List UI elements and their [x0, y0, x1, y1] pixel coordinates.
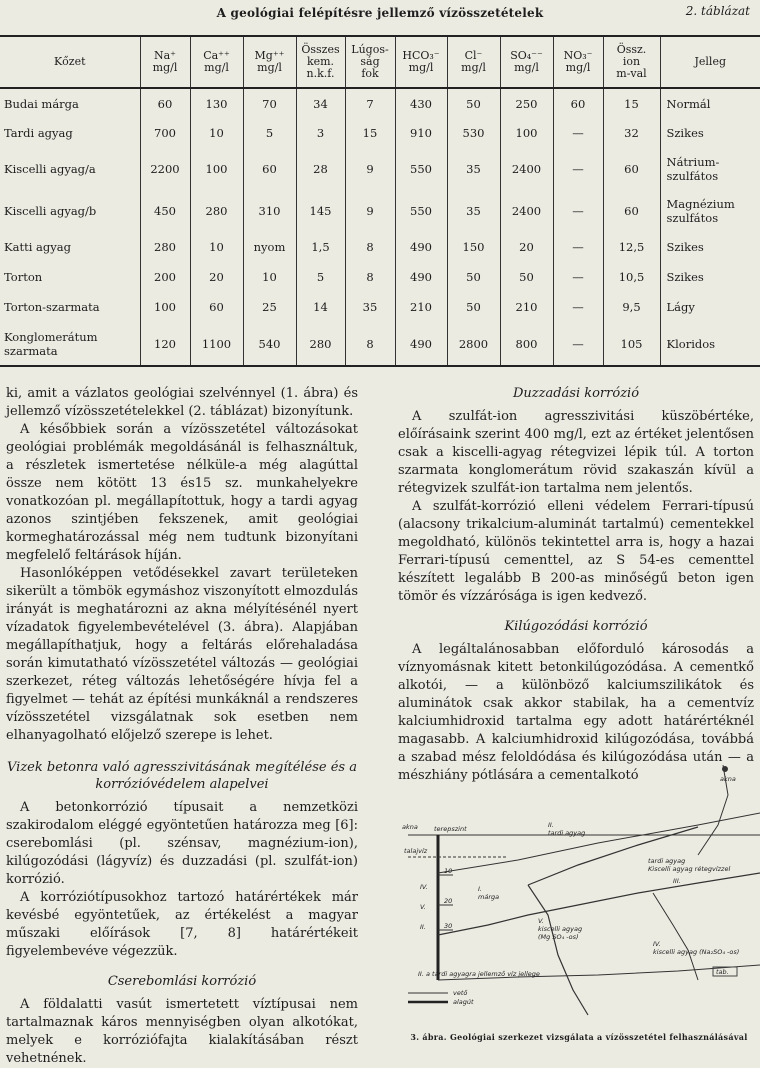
value-cell: 550 — [395, 148, 447, 190]
value-cell: — — [553, 148, 603, 190]
table-row — [0, 232, 760, 262]
paragraph-text: ki, amit a vázlatos geológiai szelvénnyel (1. ábra) és jellemző vízösszetételekkel (2. táblázat) bizonyítunk. — [6, 386, 358, 419]
value-cell: 280 — [190, 190, 243, 232]
value-cell: 5 — [296, 262, 345, 292]
table-title: A geológiai felépítésre jellemző vízösszetételek — [216, 6, 544, 20]
value-cell: 10 — [243, 262, 296, 292]
table-row — [0, 118, 760, 148]
value-cell: 50 — [447, 292, 500, 322]
value-cell: 50 — [500, 262, 553, 292]
fault-line — [653, 893, 698, 980]
value-cell: 5 — [243, 118, 296, 148]
column-header: Na⁺ mg/l — [140, 36, 190, 88]
value-cell: 60 — [243, 148, 296, 190]
value-cell: 450 — [140, 190, 190, 232]
rock-name-cell: Tardi agyag — [0, 118, 140, 148]
paragraph — [6, 385, 358, 421]
geology-figure — [398, 765, 760, 1025]
figure-label: IV. — [420, 883, 428, 891]
value-cell: 100 — [140, 292, 190, 322]
value-cell: 35 — [345, 292, 395, 322]
column-header: HCO₃⁻ mg/l — [395, 36, 447, 88]
character-cell: Szikes — [660, 232, 760, 262]
value-cell: 550 — [395, 190, 447, 232]
value-cell: 490 — [395, 262, 447, 292]
value-cell: — — [553, 118, 603, 148]
table-body — [0, 88, 760, 366]
value-cell: 130 — [190, 88, 243, 118]
value-cell: 8 — [345, 262, 395, 292]
column-header: Összes kem. n.k.f. — [296, 36, 345, 88]
character-cell: Szikes — [660, 118, 760, 148]
figure-label: tab. — [716, 968, 729, 976]
value-cell: 12,5 — [603, 232, 660, 262]
value-cell: 200 — [140, 262, 190, 292]
figure-label: V. — [420, 903, 426, 911]
figure-label: 10 — [444, 867, 453, 875]
value-cell: 120 — [140, 322, 190, 366]
value-cell: 60 — [603, 148, 660, 190]
value-cell: 34 — [296, 88, 345, 118]
value-cell: 50 — [447, 262, 500, 292]
character-cell: Szikes — [660, 262, 760, 292]
figure-label: V. kiscelli agyag (Mg SO₄ -os) — [538, 917, 583, 941]
value-cell: 60 — [553, 88, 603, 118]
value-cell: 430 — [395, 88, 447, 118]
value-cell: 540 — [243, 322, 296, 366]
fault-line — [438, 873, 760, 935]
value-cell: 32 — [603, 118, 660, 148]
paragraph — [6, 565, 358, 745]
table-row — [0, 148, 760, 190]
value-cell: 15 — [603, 88, 660, 118]
column-header: Jelleg — [660, 36, 760, 88]
table-number: 2. táblázat — [685, 4, 750, 18]
character-cell: Kloridos — [660, 322, 760, 366]
value-cell: 60 — [190, 292, 243, 322]
value-cell: 2200 — [140, 148, 190, 190]
value-cell: 490 — [395, 232, 447, 262]
figure-label: talajvíz — [404, 847, 428, 855]
shaft-marker — [723, 767, 728, 772]
column-header: Cl⁻ mg/l — [447, 36, 500, 88]
table-row — [0, 190, 760, 232]
value-cell: 210 — [395, 292, 447, 322]
value-cell: 1100 — [190, 322, 243, 366]
value-cell: 35 — [447, 148, 500, 190]
value-cell: 20 — [190, 262, 243, 292]
value-cell: nyom — [243, 232, 296, 262]
value-cell: 14 — [296, 292, 345, 322]
column-header: SO₄⁻⁻ mg/l — [500, 36, 553, 88]
value-cell: 2800 — [447, 322, 500, 366]
value-cell: — — [553, 292, 603, 322]
figure-label: II. — [420, 923, 426, 931]
section-heading: Vizek betonra való agresszivitásának megítélése és a korrózióvédelem alapelvei — [7, 760, 357, 792]
character-cell: Nátrium- szulfátos — [660, 148, 760, 190]
value-cell: 700 — [140, 118, 190, 148]
value-cell: — — [553, 262, 603, 292]
value-cell: 60 — [140, 88, 190, 118]
value-cell: 3 — [296, 118, 345, 148]
left-column — [6, 385, 358, 1068]
paragraph-text: Hasonlóképpen vetődésekkel zavart területeken sikerült a tömbök egymáshoz viszonyított elmozdulás irányát is meghatározni az akna mélyítésénél nyert vízadatok figyelembevételével (3. ábra). Alapjában megállapíthatjuk, hogy a feltárás előrehaladása során kimutatható vízösszetétel változás — geológiai szerkezet, réteg változás lehetőségére hívja fel a figyelmet — tehát az építési munkáknál a rendszeres vízösszetétel vizsgálatnak sok esetben nem elhanyagolható előjelző szerepe is lehet. — [6, 566, 358, 743]
value-cell: 50 — [447, 88, 500, 118]
paragraph-text: A betonkorrózió típusait a nemzetközi szakirodalom eléggé egyöntetűen határozza meg [6]: cserebomlási (pl. szénsav, magnézium-ion), kilúgozódási (lágyvíz) és duzzadási (pl. szulfát-ion) korrózió. — [6, 800, 358, 887]
value-cell: 7 — [345, 88, 395, 118]
figure-label: II. tardi agyag — [548, 821, 586, 837]
value-cell: 145 — [296, 190, 345, 232]
paragraph-text: A legáltalánosabban előforduló károsodás a víznyomásnak kitett betonkilúgozódása. A cementkő alkotói, — a különböző kalciumszilikátok és aluminátok csak akkor stabilak, ha a cementvíz kalciumhidroxid tartalma egy adott határértéknél magasabb. A kalciumhidroxid kilúgozódása, továbbá a szabad mész feloldódása és kilúgozódása után — a mészhiány pótlására a cementalkotó — [398, 642, 754, 783]
value-cell: 9 — [345, 148, 395, 190]
paragraph-text: A szulfát-ion agresszivitási küszöbértéke, előírásaink szerint 400 mg/l, ezt az értéket jelentősen csak a kiscelli-agyag rétegvizei lépik túl. A torton szarmata konglomerátum rövid szakaszán kívül a rétegvizek szulfát-ion tartalma nem jelentős. — [398, 409, 754, 496]
rock-name-cell: Kiscelli agyag/b — [0, 190, 140, 232]
rock-name-cell: Torton — [0, 262, 140, 292]
value-cell: 530 — [447, 118, 500, 148]
paragraph — [6, 799, 358, 889]
paragraph — [398, 498, 754, 606]
figure-label: 20 — [444, 897, 453, 905]
figure-label: 30 — [444, 922, 453, 930]
value-cell: 9,5 — [603, 292, 660, 322]
value-cell: 100 — [190, 148, 243, 190]
value-cell: 800 — [500, 322, 553, 366]
value-cell: 100 — [500, 118, 553, 148]
value-cell: 9 — [345, 190, 395, 232]
rock-name-cell: Konglomerátum szarmata — [0, 322, 140, 366]
rock-name-cell: Kiscelli agyag/a — [0, 148, 140, 190]
rock-name-cell: Katti agyag — [0, 232, 140, 262]
value-cell: — — [553, 232, 603, 262]
water-composition-table — [0, 35, 760, 367]
character-cell: Normál — [660, 88, 760, 118]
column-header: Kőzet — [0, 36, 140, 88]
paragraph — [6, 421, 358, 565]
section-heading: Kilúgozódási korrózió — [504, 619, 648, 634]
table-row — [0, 322, 760, 366]
value-cell: 250 — [500, 88, 553, 118]
value-cell: 490 — [395, 322, 447, 366]
character-cell: Lágy — [660, 292, 760, 322]
legend-label: II. a tardi agyagra jellemző víz jellege — [418, 970, 540, 978]
value-cell: 150 — [447, 232, 500, 262]
figure-label: IV. kiscelli agyag (Na₂SO₄ -os) — [653, 940, 740, 956]
table-row — [0, 262, 760, 292]
value-cell: — — [553, 190, 603, 232]
value-cell: 105 — [603, 322, 660, 366]
value-cell: 10,5 — [603, 262, 660, 292]
value-cell: 28 — [296, 148, 345, 190]
figure-label: tardi agyag Kiscelli agyag rétegvízzel — [648, 857, 731, 873]
section-heading: Duzzadási korrózió — [512, 386, 640, 401]
value-cell: 25 — [243, 292, 296, 322]
value-cell: 70 — [243, 88, 296, 118]
column-header: Mg⁺⁺ mg/l — [243, 36, 296, 88]
paragraph — [398, 641, 754, 785]
rock-name-cell: Torton-szarmata — [0, 292, 140, 322]
paragraph-text: A szulfát-korrózió elleni védelem Ferrari-típusú (alacsony trikalcium-aluminát tartalmú) cementekkel megoldható, különös tekintettel arra is, hogy a hazai Ferrari-típusú cementtel, az S 54-es cementtel készített legalább B 200-as minőségű beton igen tömör és vízzárósága is igen kedvező. — [398, 499, 754, 604]
column-header: Ca⁺⁺ mg/l — [190, 36, 243, 88]
rock-name-cell: Budai márga — [0, 88, 140, 118]
column-header: Össz. ion m-val — [603, 36, 660, 88]
table-row — [0, 292, 760, 322]
figure-label: III. — [673, 877, 681, 885]
figure-label: terepszint — [434, 825, 467, 833]
table-header — [0, 36, 760, 88]
value-cell: 10 — [190, 118, 243, 148]
column-header: Lúgos- ság fok — [345, 36, 395, 88]
value-cell: 8 — [345, 232, 395, 262]
value-cell: 15 — [345, 118, 395, 148]
legend-label: alagút — [453, 998, 474, 1006]
figure-label: akna — [720, 775, 736, 783]
paragraph — [6, 996, 358, 1068]
paragraph-text: A korróziótípusokhoz tartozó határértékek már kevésbé egyöntetűek, az értékelést a magyar műszaki előírások [7, 8] határértékeit figyelembevéve végezzük. — [6, 890, 358, 959]
geology-cross-section — [398, 765, 760, 1025]
right-column — [398, 385, 754, 785]
value-cell: 10 — [190, 232, 243, 262]
paragraph-text: A földalatti vasút ismertetett víztípusai nem tartalmaznak káros mennyiségben olyan alkotókat, melyek e korróziófajta kialakításában részt vehetnének. — [6, 997, 358, 1066]
column-header: NO₃⁻ mg/l — [553, 36, 603, 88]
value-cell: 2400 — [500, 190, 553, 232]
figure-label: I. márga — [478, 885, 500, 901]
value-cell: 910 — [395, 118, 447, 148]
paragraph-text: A későbbiek során a vízösszetétel változásokat geológiai problémák megoldásánál is felhasználtuk, a részletek ismertetése nélküle-a még alagúttal össze nem kötött 13 és15 sz. munkahelyekre vonatkozóan pl. megállapítottuk, hogy a tardi agyag azonos szintjében fekszenek, amit geológiai kormeghatározással még nem tudtunk bizonyítani megfelelő feltárások híján. — [6, 422, 358, 563]
value-cell: 8 — [345, 322, 395, 366]
character-cell: Magnézium szulfátos — [660, 190, 760, 232]
value-cell: — — [553, 322, 603, 366]
value-cell: 310 — [243, 190, 296, 232]
value-cell: 280 — [296, 322, 345, 366]
value-cell: 35 — [447, 190, 500, 232]
figure-caption: 3. ábra. Geológiai szerkezet vizsgálata a vízösszetétel felhasználásával — [410, 1032, 748, 1042]
paragraph — [398, 408, 754, 498]
value-cell: 60 — [603, 190, 660, 232]
value-cell: 2400 — [500, 148, 553, 190]
value-cell: 280 — [140, 232, 190, 262]
value-cell: 1,5 — [296, 232, 345, 262]
section-heading: Cserebomlási korrózió — [107, 974, 257, 989]
value-cell: 210 — [500, 292, 553, 322]
table-row — [0, 88, 760, 118]
figure-label: akna — [402, 823, 418, 831]
value-cell: 20 — [500, 232, 553, 262]
paragraph — [6, 889, 358, 961]
legend-label: vető — [453, 989, 468, 997]
